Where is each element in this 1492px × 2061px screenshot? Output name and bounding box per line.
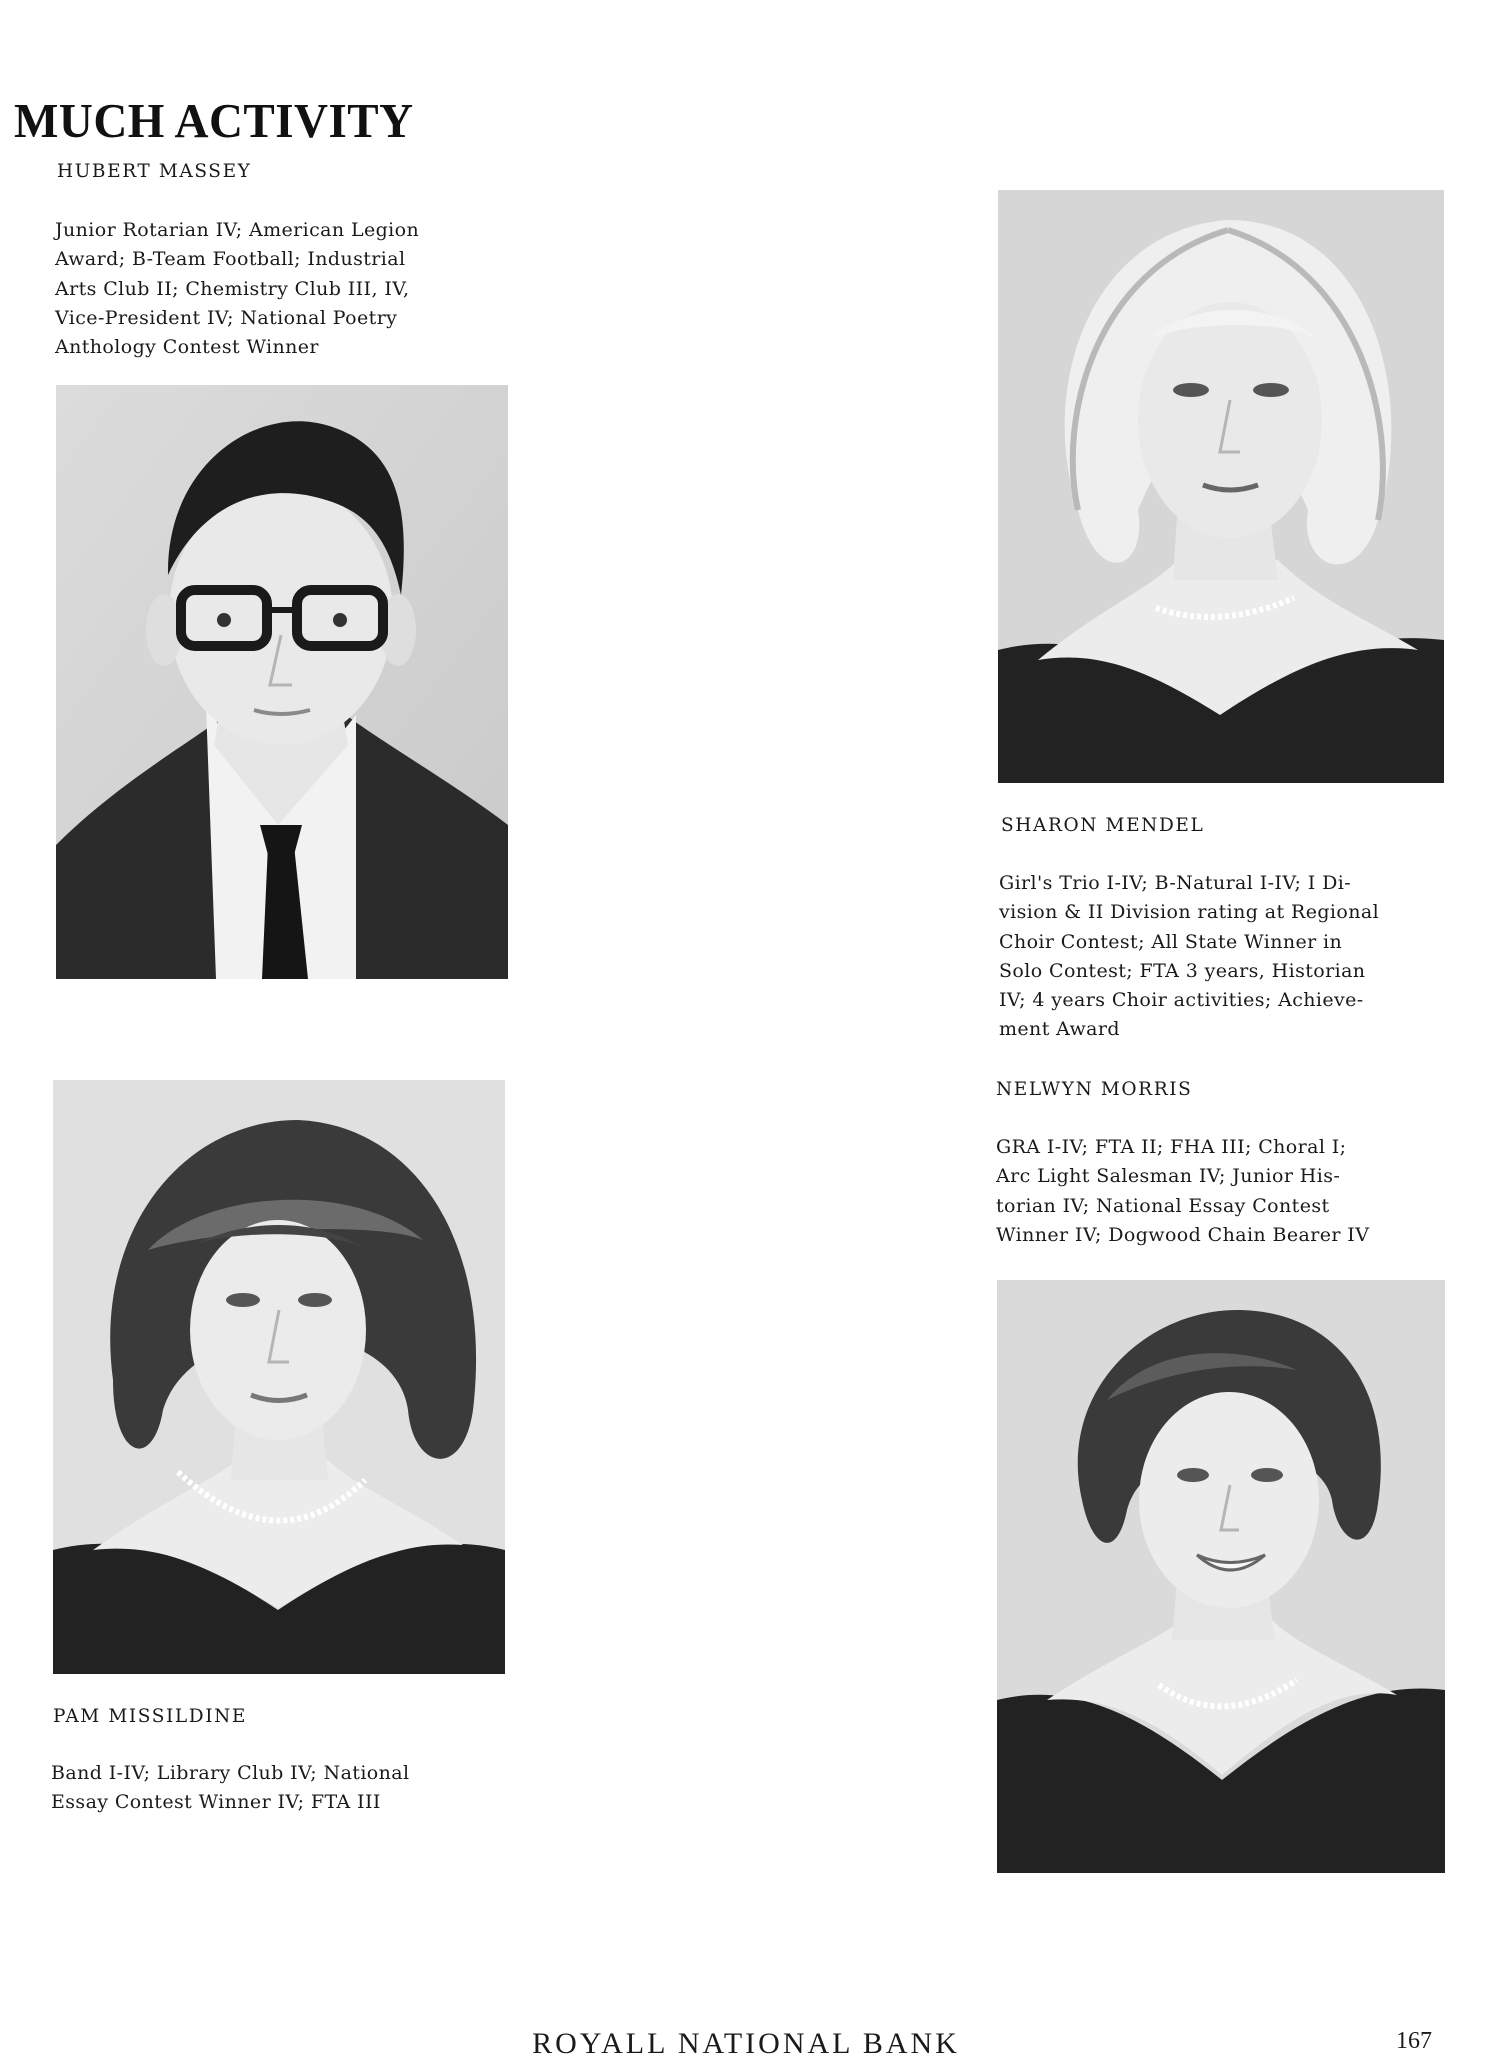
student-bio-sharon-mendel [999,869,1379,1045]
bio-line: vision & II Division rating at Regional [999,901,1380,924]
bio-line: Junior Rotarian IV; American Legion [55,219,420,241]
portrait-photo-nelwyn-morris [997,1280,1445,1873]
bio-line: Vice-President IV; National Poetry [55,306,398,329]
footer-sponsor: ROYALL NATIONAL BANK [532,2027,960,2060]
portrait-photo-pam-missildine [53,1080,505,1674]
student-bio-pam-missildine [51,1759,410,1818]
portrait-photo-sharon-mendel [998,190,1444,783]
bio-line: Band I-IV; Library Club IV; National [51,1762,410,1784]
student-name-sharon-mendel: SHARON MENDEL [1001,815,1205,836]
bio-line: Arc Light Salesman IV; Junior His- [996,1165,1341,1188]
bio-line: Essay Contest Winner IV; FTA III [51,1791,381,1814]
bio-line: Award; B-Team Football; Industrial [55,248,406,271]
student-name-pam-missildine: PAM MISSILDINE [53,1706,248,1727]
bio-line: GRA I-IV; FTA II; FHA III; Choral I; [996,1136,1347,1158]
student-bio-nelwyn-morris [996,1133,1369,1250]
bio-line: ment Award [999,1018,1120,1041]
bio-line: Arts Club II; Chemistry Club III, IV, [55,277,410,300]
portrait-photo-hubert-massey [56,385,508,979]
page-title: MUCH ACTIVITY [14,93,414,148]
page-number: 167 [1396,2028,1432,2054]
bio-line: Girl's Trio I-IV; B-Natural I-IV; I Di- [999,872,1352,894]
bio-line: torian IV; National Essay Contest [996,1194,1330,1217]
bio-line: Winner IV; Dogwood Chain Bearer IV [996,1223,1370,1246]
bio-line: Solo Contest; FTA 3 years, Historian [999,959,1366,982]
student-name-nelwyn-morris: NELWYN MORRIS [996,1079,1193,1100]
bio-line: Anthology Contest Winner [55,336,319,359]
bio-line: Choir Contest; All State Winner in [999,930,1343,953]
bio-line: IV; 4 years Choir activities; Achieve- [999,989,1364,1012]
student-bio-hubert-massey [55,216,419,362]
student-name-hubert-massey: HUBERT MASSEY [57,161,252,182]
